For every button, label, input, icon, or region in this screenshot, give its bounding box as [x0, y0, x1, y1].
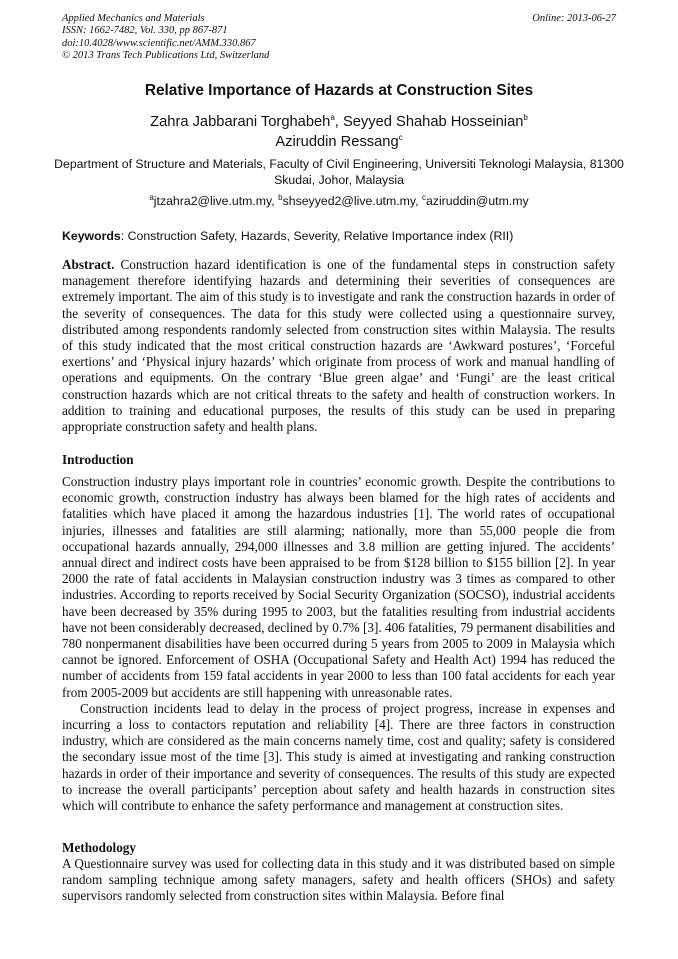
email-link[interactable]: aziruddin@utm.my	[425, 194, 529, 208]
keywords-text: : Construction Safety, Hazards, Severity, Relative Importance index (RII)	[120, 229, 514, 243]
author-name: Seyyed Shahab Hosseinian	[342, 114, 524, 130]
journal-header	[62, 13, 269, 63]
abstract	[62, 257, 615, 435]
email-link[interactable]: jtzahra2@live.utm.my,	[153, 194, 279, 208]
abstract-text: Construction hazard identification is one of the fundamental steps in construction safety management therefore identifying hazards and determining their severities of consequences are extremely important. The aim of this study is to investigate and rank the construction hazards in order of the severity of consequences. The data for this study were collected using a questionnaire survey, distributed among respondents randomly selected from construction sites within Malaysia. The results of this study indicated that the most critical construction hazards are ‘Awkward postures’, ‘Forceful exertions’ and ‘Physical injury hazards’ which originate from process of work and manual handling of operations and equipments. On the contrary ‘Blue green algae’ and ‘Fungi’ are the least critical construction hazards which are not critical threats to the safety and health of construction workers. In addition to training and educational purposes, the results of this study can be used in preparing appropriate construction safety and health plans.	[62, 257, 615, 435]
paper-title: Relative Importance of Hazards at Construction Sites	[144, 82, 534, 99]
author-name: Zahra Jabbarani Torghabeh	[150, 114, 331, 130]
issn-line: ISSN: 1662-7482, Vol. 330, pp 867-871	[62, 25, 228, 37]
introduction-body	[62, 474, 615, 814]
abstract-label: Abstract.	[62, 257, 115, 272]
paragraph: A Questionnaire survey was used for collecting data in this study and it was distributed based on simple random sampling technique among safety managers, safety and health officers (SHOs) and safety supervisors randomly selected from construction sites within Malaysia. Before final	[62, 856, 615, 904]
author-superscript: c	[398, 133, 403, 143]
author-superscript: b	[523, 113, 528, 123]
keywords-line	[62, 228, 622, 244]
author-emails	[40, 193, 638, 209]
affiliation: Department of Structure and Materials, Faculty of Civil Engineering, Universiti Teknologi Malaysia, 81300 Skudai, Johor, Malaysia	[54, 157, 624, 187]
author-list	[40, 112, 638, 152]
introduction-heading: Introduction	[62, 452, 134, 467]
methodology-body	[62, 856, 615, 905]
author-superscript: a	[330, 113, 335, 123]
author-name: Aziruddin Ressang	[275, 134, 399, 150]
email-superscript: c	[421, 192, 426, 202]
paragraph: Construction industry plays important role in countries’ economic growth. Despite the contributions to economic growth, construction industry has always been blamed for the high rates of accidents and fatalities which have placed it among the hazardous industries [1]. The world rates of occupational injuries, illnesses and fatalities are still alarming; nationally, more than 55,000 people die from occupational hazards annually, 294,000 illnesses and 3.8 million are getting injured. The accidents’ annual direct and indirect costs have been appraised to be from $128 billion to $155 billion [2]. In year 2000 the rate of fatal accidents in Malaysian construction industry was 3 times as compared to other industries. According to reports received by Social Security Organization (SOCSO), industrial accidents have been decreased by 35% during 1995 to 2003, but the fatalities resulting from industrial accidents have not been considerably decreased, declined by 0.7% [3]. 406 fatalities, 79 permanent disabilities and 780 nonpermanent disabilities have been occurred during 5 years from 2005 to 2009 in Malaysia which cannot be ignored. Enforcement of OSHA (Occupational Safety and Health Act) 1994 has reduced the number of accidents from 159 fatal accidents in year 2000 to less than 100 fatal accidents for each year from 2005-2009 but accidents are still happening with unreasonable rates.	[62, 474, 615, 700]
online-date: Online: 2013-06-27	[532, 13, 616, 24]
copyright-line: © 2013 Trans Tech Publications Ltd, Switzerland	[62, 50, 270, 62]
email-superscript: a	[149, 192, 154, 202]
doi-line: doi:10.4028/www.scientific.net/AMM.330.867	[62, 37, 256, 49]
keywords-label: Keywords	[62, 229, 121, 243]
journal-name: Applied Mechanics and Materials	[62, 13, 205, 24]
methodology-heading: Methodology	[62, 840, 136, 855]
email-link[interactable]: shseyyed2@live.utm.my,	[282, 194, 422, 208]
paragraph: Construction incidents lead to delay in the process of project progress, increase in expenses and incurring a loss to contactors reputation and reliability [4]. There are three factors in construction industry, which are considered as the main concerns namely time, cost and quality; safety is considered the secondary issue most of the time [3]. This study is aimed at investigating and ranking construction hazards in order of their importance and severity of consequences. The results of this study are expected to increase the overall participants’ perception about safety and health hazards in construction sites which will contribute to enhance the safety performance and management at construction sites.	[62, 700, 615, 814]
author-separator: ,	[334, 114, 343, 130]
email-superscript: b	[278, 192, 283, 202]
